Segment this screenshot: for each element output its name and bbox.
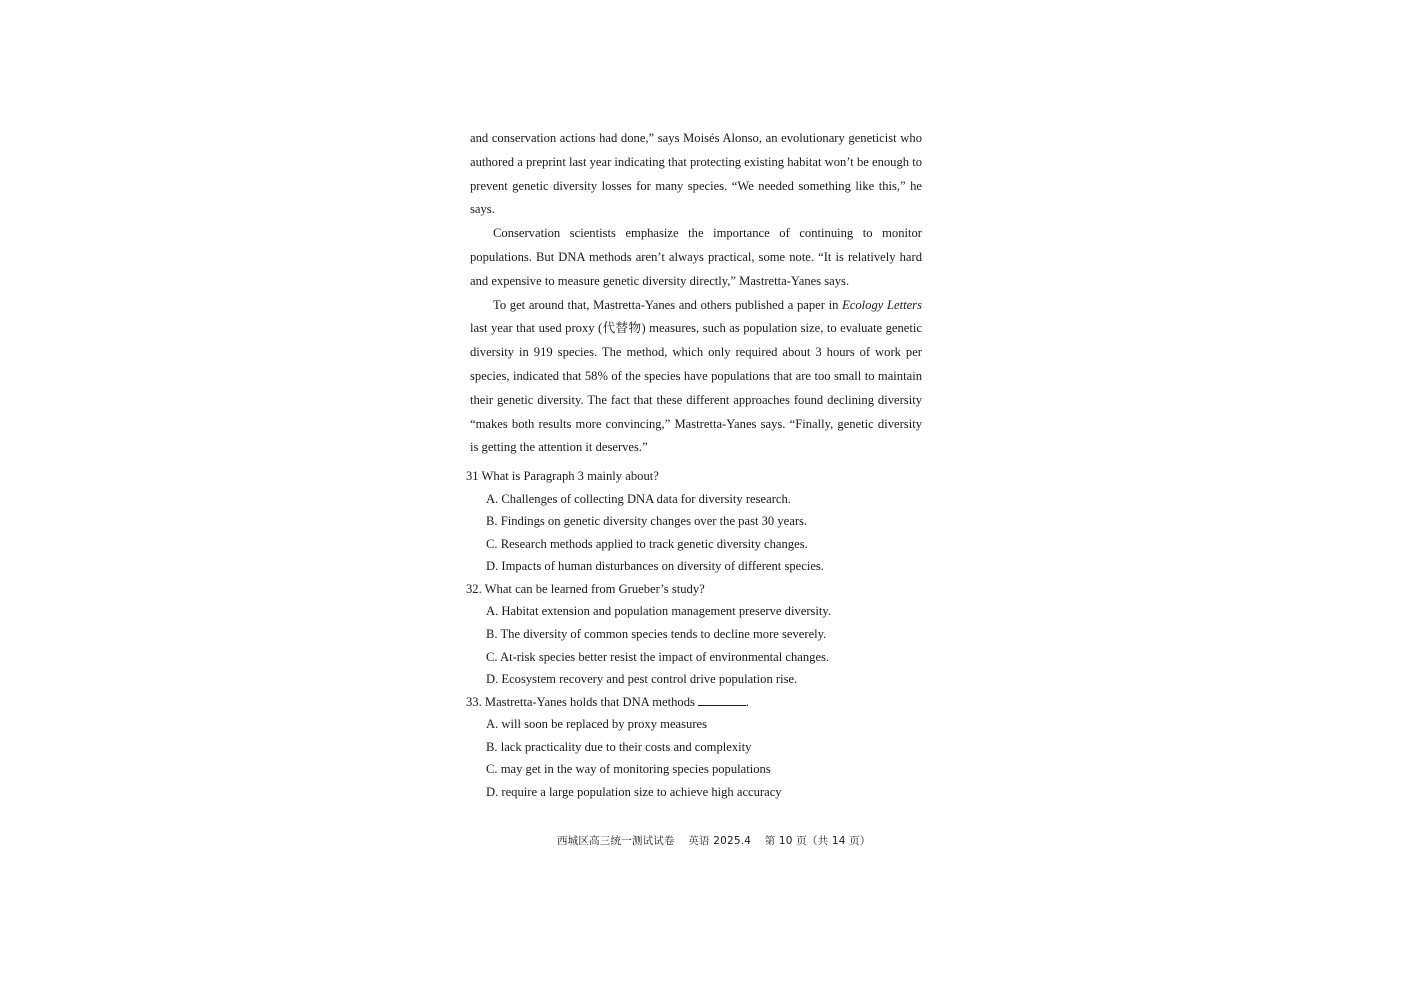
reading-passage [470,127,922,460]
option-b: B. lack practicality due to their costs and complexity [486,739,752,754]
question-stem [466,691,936,714]
subject-date: 英语 2025.4 [688,835,752,847]
option-b: B. The diversity of common species tends to decline more severely. [486,626,827,641]
option-d: D. Impacts of human disturbances on diversity of different species. [486,559,824,574]
option-a: A. Challenges of collecting DNA data for diversity research. [486,491,791,506]
exam-name: 西城区高三统一测试试卷 [557,835,675,847]
question-32 [466,578,936,691]
journal-title: Ecology Letters [842,297,922,312]
passage-paragraph-3 [470,294,922,461]
paragraph-3-lead: To get around that, Mastretta-Yanes and others published a paper in [493,297,843,312]
page-number: 第 10 页（共 14 页） [764,835,871,847]
question-stem: 32. What can be learned from Grueber’s study? [466,581,705,596]
option-d: D. require a large population size to achieve high accuracy [486,785,782,800]
option-c: C. Research methods applied to track genetic diversity changes. [486,536,808,551]
option-b: B. Findings on genetic diversity changes over the past 30 years. [486,514,808,529]
option-d: D. Ecosystem recovery and pest control drive population rise. [486,672,798,687]
passage-paragraph-2: Conservation scientists emphasize the importance of continuing to monitor populations. But DNA methods aren’t always practical, some note. “It is relatively hard and expensive to measure genetic diversity directly,” Mastretta-Yanes says. [470,226,922,288]
page-footer [557,832,871,850]
question-stem-end: . [745,694,750,709]
option-a: A. Habitat extension and population management preserve diversity. [486,604,832,619]
question-stem: 31 What is Paragraph 3 mainly about? [466,469,659,483]
paragraph-3-body: last year that used proxy (代替物) measures, such as population size, to evaluate genetic diversity in 919 species. The method, which only required about 3 hours of work per species, indicated that 58% of the species have populations that are too small to maintain their genetic diversity. The fact that these different approaches found declining diversity “makes both results more convincing,” Mastretta-Yanes says. “Finally, genetic diversity is getting the attention it deserves.” [470,321,922,455]
answer-blank [698,695,746,706]
question-list [466,465,936,804]
passage-paragraph-1: and conservation actions had done,” says Moisés Alonso, an evolutionary geneticist who authored a preprint last year indicating that protecting existing habitat won’t be enough to prevent genetic diversity losses for many species. “We needed something like this,” he says. [470,131,922,217]
option-a: A. will soon be replaced by proxy measures [486,717,708,732]
question-33 [466,691,936,804]
question-stem-text: 33. Mastretta-Yanes holds that DNA methods [466,694,695,709]
option-c: C. may get in the way of monitoring species populations [486,762,771,777]
question-31 [466,465,936,578]
option-c: C. At-risk species better resist the impact of environmental changes. [486,649,830,664]
